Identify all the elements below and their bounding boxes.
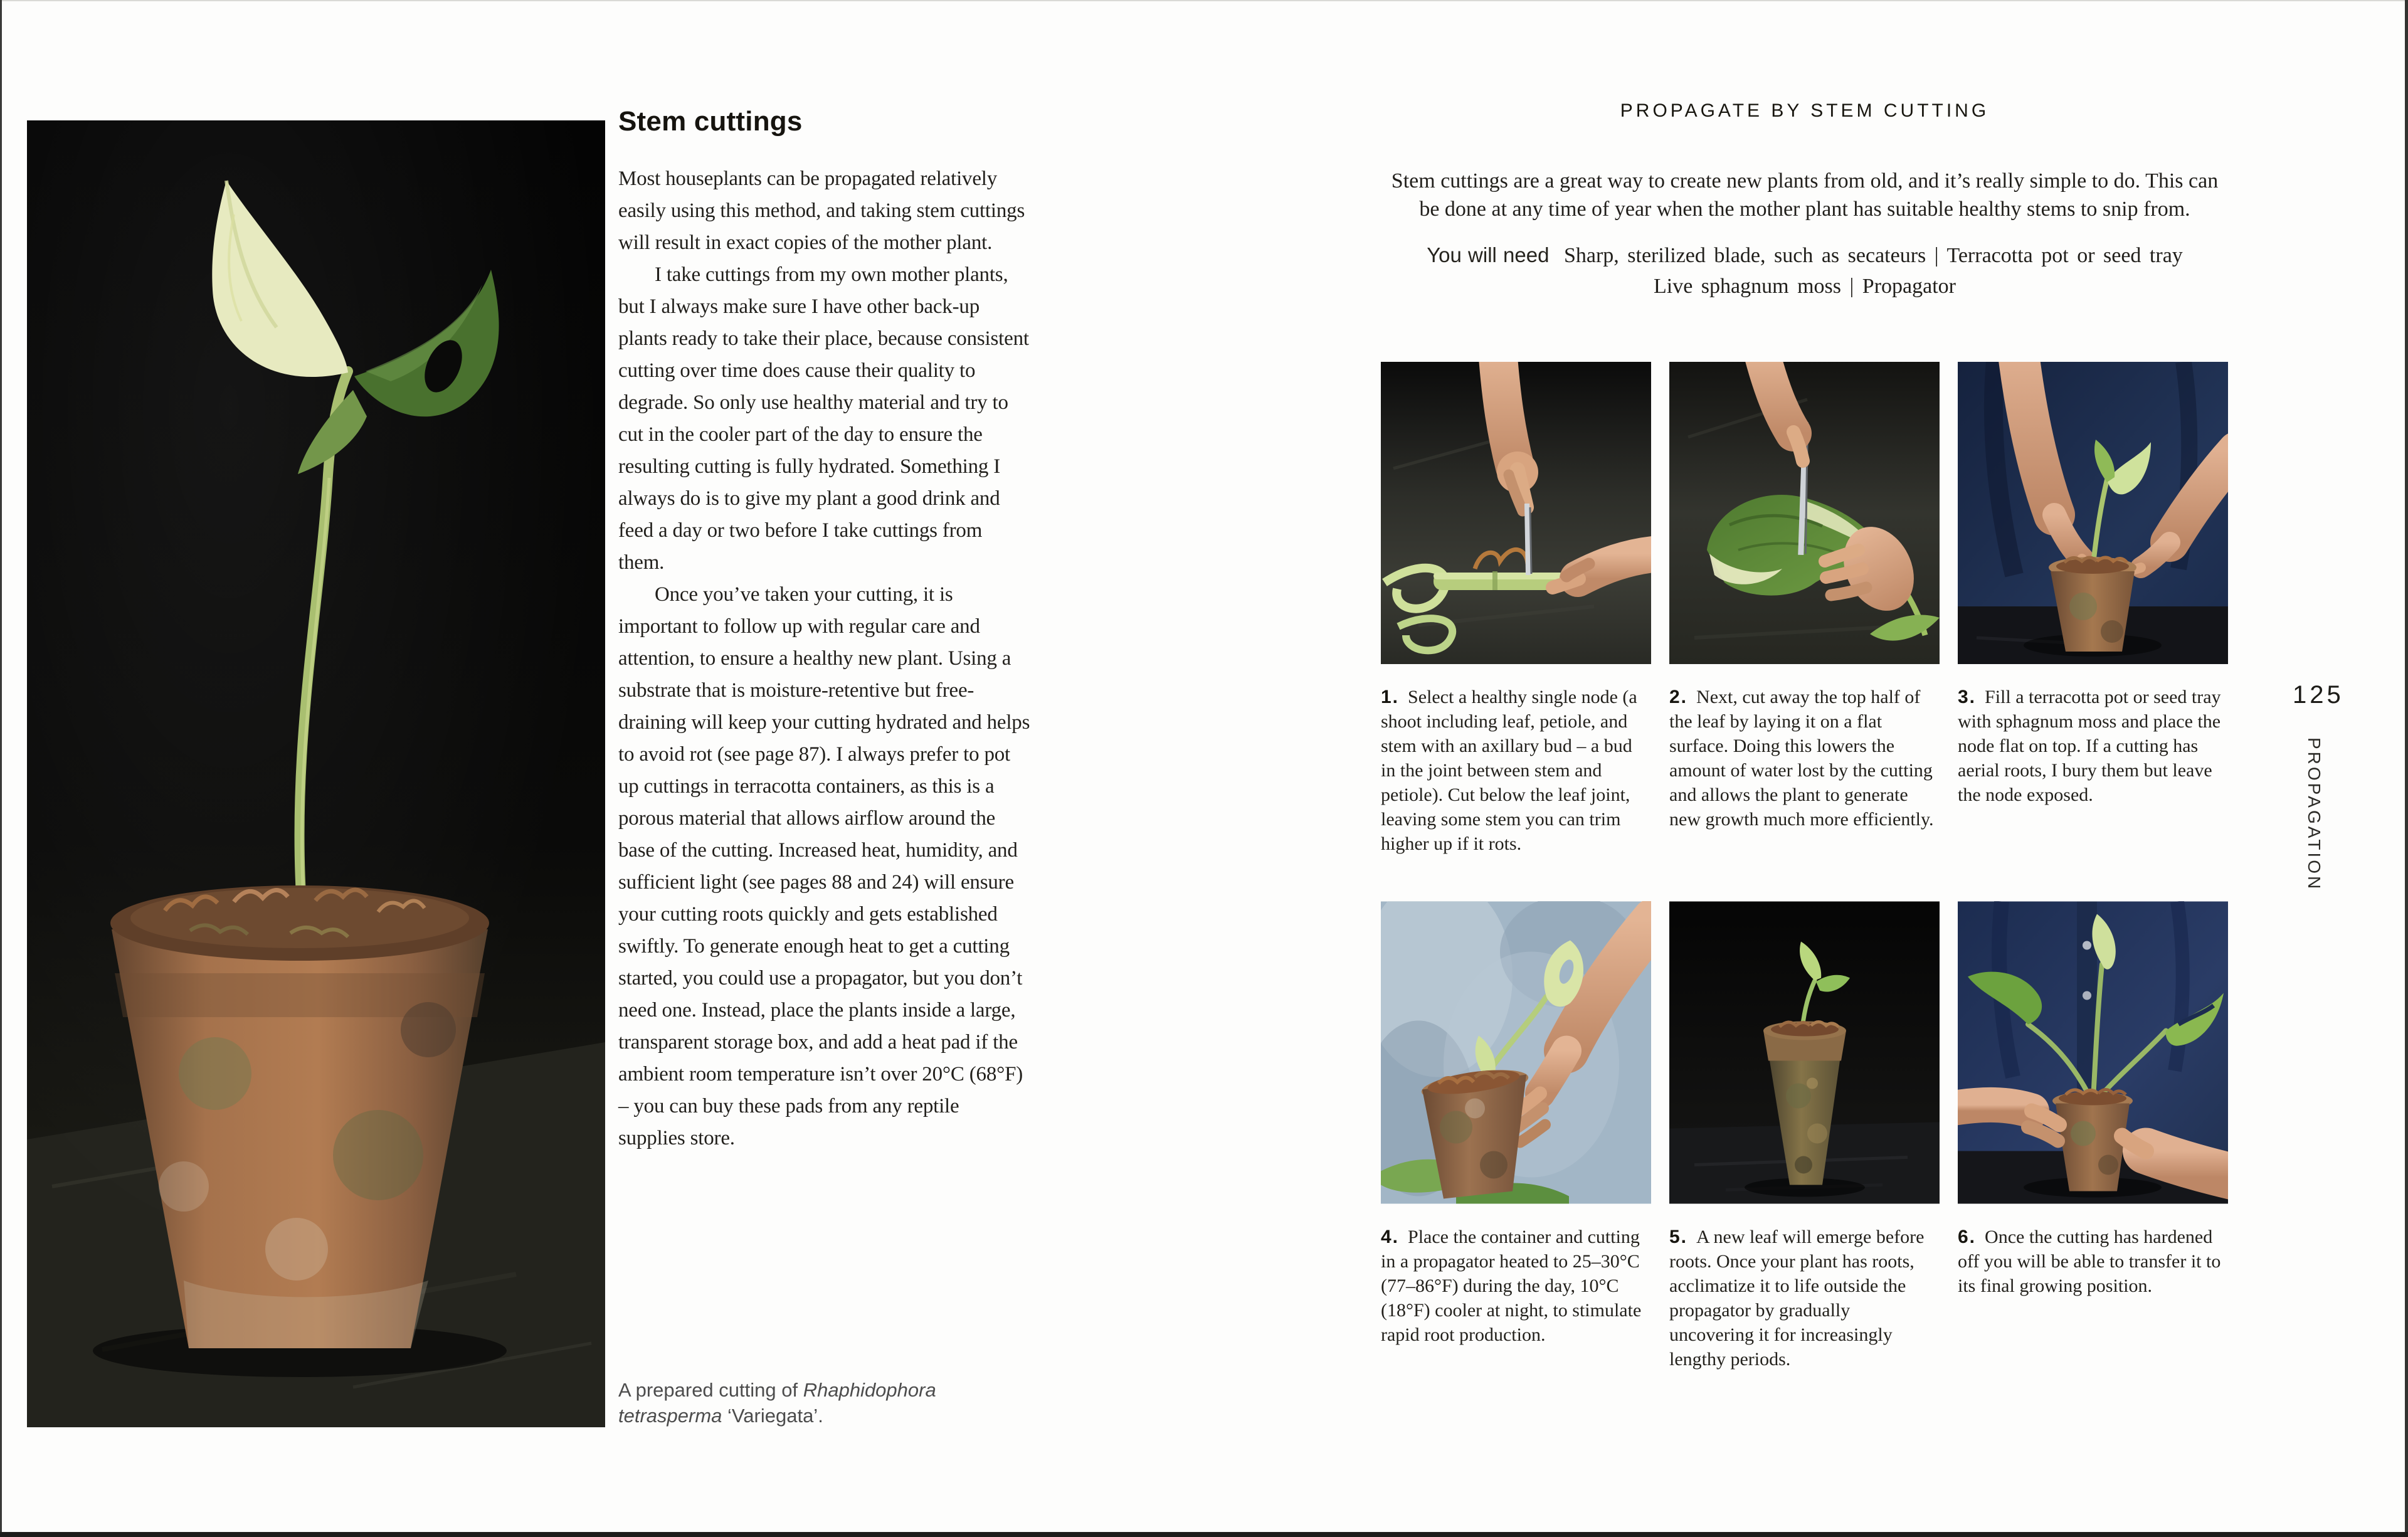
step-3-photo: [1958, 362, 2228, 664]
caption-species: Rhaphidophora tetrasperma: [618, 1379, 936, 1427]
step-5-photo: [1669, 901, 1940, 1204]
section-intro: Stem cuttings are a great way to create new plants from old, and it’s really simple to do. This can be done at any time of year when the mother plant has suitable healthy stems to snip from.: [1391, 169, 2219, 221]
page-number: 125: [2293, 681, 2344, 709]
hero-photo-caption: [618, 1377, 985, 1429]
step-1-illustration: [1381, 362, 1651, 664]
you-will-need: [1381, 240, 2229, 302]
howto-section: [1381, 100, 2229, 1371]
section-label-vertical: PROPAGATION: [2305, 737, 2324, 892]
step-2-illustration: [1669, 362, 1940, 664]
step-1-caption: [1381, 664, 1651, 901]
article-paragraph: Once you’ve taken your cutting, it is important to follow up with regular care and attention, to ensure a healthy new plant. Using a substrate that is moisture-retentive but free-draining will keep your cutting hydrated and helps to avoid rot (see page 87). I always prefer to pot up cuttings in terracotta containers, as this is a porous material that allows airflow around the base of the cutting. Increased heat, humidity, and sufficient light (see pages 88 and 24) will ensure your cutting roots quickly and gets established swiftly. To generate enough heat to get a cutting started, you could use a propagator, but you don’t need one. Instead, place the plants inside a large, transparent storage box, and add a heat pad if the ambient room temperature isn’t over 20°C (68°F) – you can buy these pads from any reptile supplies store.: [618, 583, 1030, 1149]
step-3-caption: [1958, 664, 2228, 901]
article-column: [618, 105, 1031, 1154]
you-will-need-label: You will need: [1427, 243, 1550, 267]
step-2-caption: [1669, 664, 1940, 901]
step-text: Select a healthy single node (a shoot including leaf, petiole, and stem with an axillary bud – a bud in the joint between stem and petiole). Cut below the leaf joint, leaving some stem you can trim higher up if it rots.: [1381, 687, 1637, 854]
step-number: 3.: [1958, 687, 1977, 707]
step-number: 5.: [1669, 1227, 1688, 1247]
caption-prefix: A prepared cutting of: [618, 1379, 803, 1401]
hero-photo: [27, 120, 605, 1427]
caption-suffix: ‘Variegata’.: [722, 1405, 823, 1427]
you-will-need-line1: Sharp, sterilized blade, such as secateurs | Terracotta pot or seed tray: [1563, 244, 2183, 267]
step-number: 4.: [1381, 1227, 1400, 1247]
step-number: 1.: [1381, 687, 1400, 707]
page-title: Stem cuttings: [618, 106, 803, 137]
step-6-illustration: [1958, 901, 2228, 1204]
section-title: PROPAGATE BY STEM CUTTING: [1620, 100, 1990, 121]
step-text: Next, cut away the top half of the leaf by laying it on a flat surface. Doing this lowers the amount of water lost by the cutting and allows the plant to generate new growth much more efficiently.: [1669, 687, 1934, 830]
step-text: Once the cutting has hardened off you will be able to transfer it to its final growing position.: [1958, 1227, 2221, 1296]
step-text: A new leaf will emerge before roots. Once your plant has roots, acclimatize it to life outside the propagator by gradually uncovering it for increasingly lengthy periods.: [1669, 1227, 1925, 1370]
steps-grid: [1381, 362, 2229, 1371]
step-6-caption: [1958, 1204, 2228, 1371]
article-paragraph: I take cuttings from my own mother plants, but I always make sure I have other back-up plants ready to take their place, because consistent cutting over time does cause their quality to degrade. So only use healthy material and try to cut in the cooler part of the day to ensure the resulting cutting is fully hydrated. Something I always do is to give my plant a good drink and feed a day or two before I take cuttings from them.: [618, 263, 1029, 574]
step-text: Fill a terracotta pot or seed tray with sphagnum moss and place the node flat on top. If a cutting has aerial roots, I bury them but leave the node exposed.: [1958, 687, 2221, 805]
step-number: 6.: [1958, 1227, 1977, 1247]
step-5-caption: [1669, 1204, 1940, 1371]
step-5-illustration: [1669, 901, 1940, 1204]
step-2-photo: [1669, 362, 1940, 664]
step-text: Place the container and cutting in a propagator heated to 25–30°C (77–86°F) during the day, 10°C (18°F) cooler at night, to stimulate rapid root production.: [1381, 1227, 1642, 1345]
step-3-illustration: [1958, 362, 2228, 664]
you-will-need-line2: Live sphagnum moss | Propagator: [1654, 275, 1956, 298]
hero-photo-illustration: [27, 120, 605, 1427]
step-4-illustration: [1381, 901, 1651, 1204]
step-4-caption: [1381, 1204, 1651, 1371]
article-paragraph: Most houseplants can be propagated relatively easily using this method, and taking stem cuttings will result in exact copies of the mother plant.: [618, 167, 1025, 254]
step-number: 2.: [1669, 687, 1688, 707]
step-6-photo: [1958, 901, 2228, 1204]
step-4-photo: [1381, 901, 1651, 1204]
step-1-photo: [1381, 362, 1651, 664]
